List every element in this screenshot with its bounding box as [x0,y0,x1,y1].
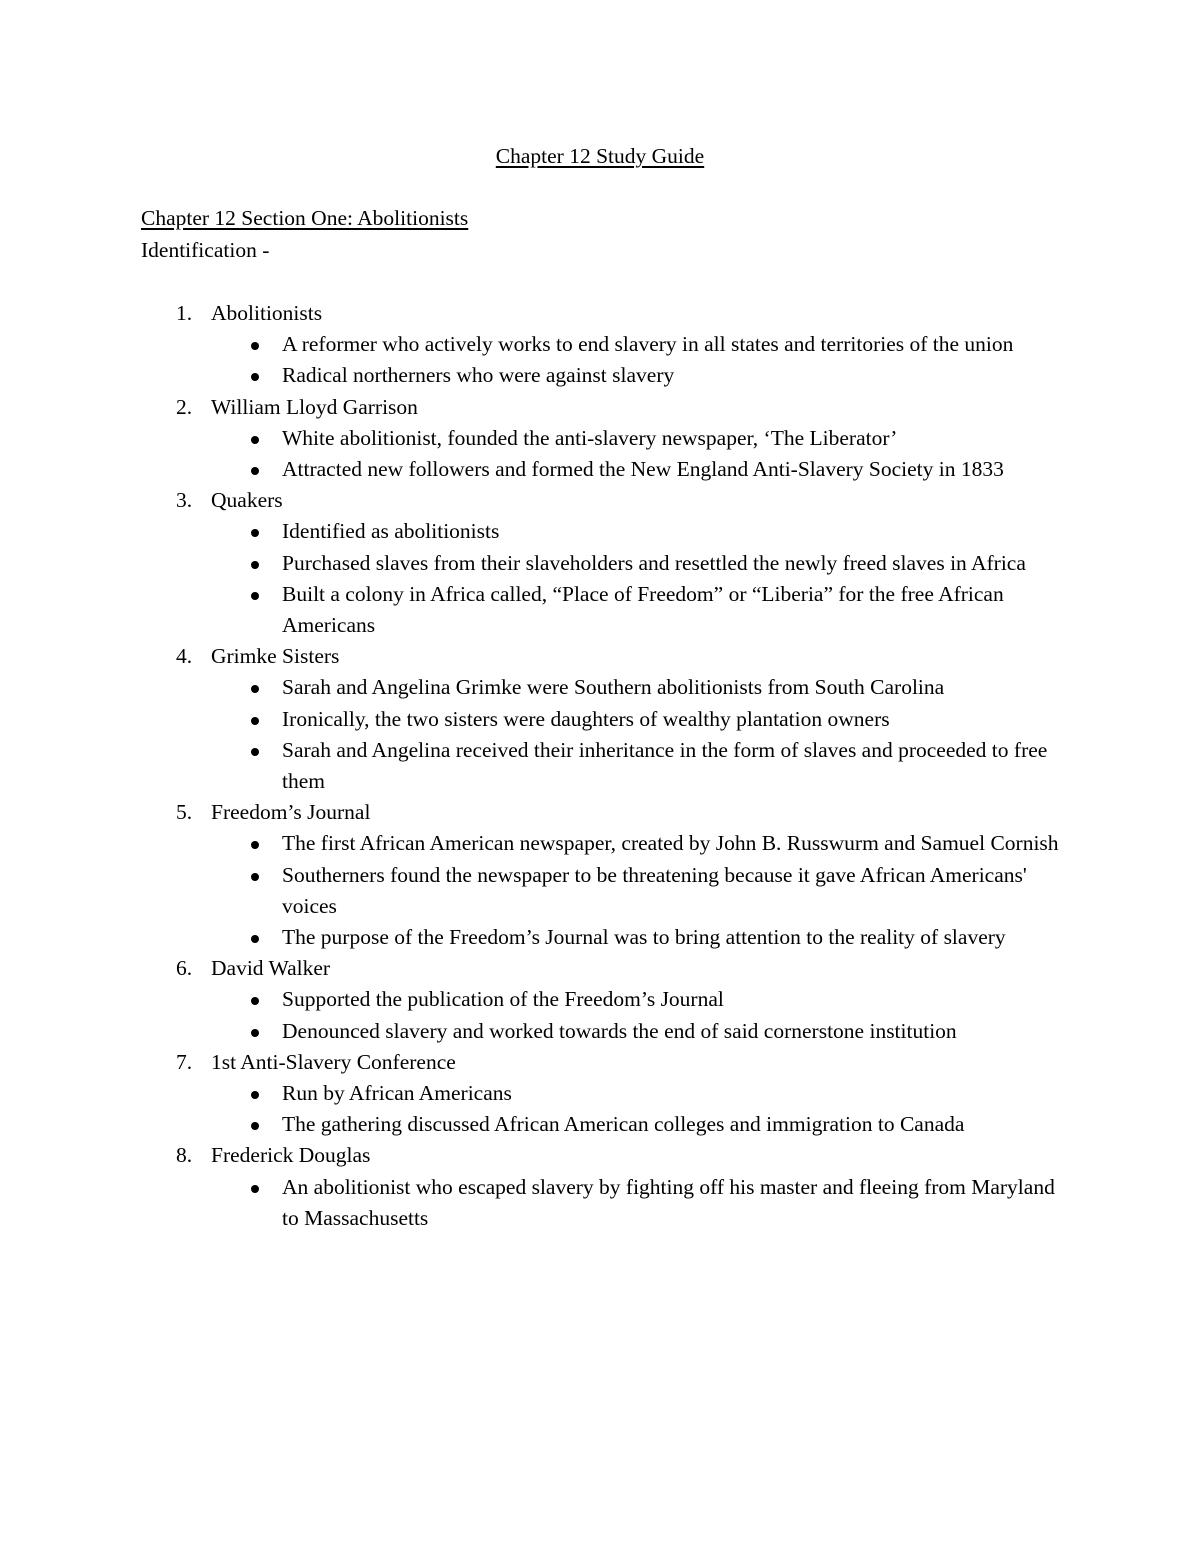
term-item [0,797,1200,953]
term-item [0,953,1200,1047]
term-bullets [211,672,1200,797]
bullet-item [0,984,1072,1015]
bullet-text: The first African American newspaper, created by John B. Russwurm and Samuel Cornish [282,831,1059,856]
bullet-text: The gathering discussed African American colleges and immigration to Canada [282,1112,965,1137]
term-item [0,485,1200,641]
bullet-item [0,1016,1072,1047]
bullet-item [0,704,1072,735]
bullet-item [0,454,1072,485]
term-bullets [211,423,1200,485]
term-name: William Lloyd Garrison [211,394,418,419]
term-name: Abolitionists [211,301,323,325]
bullet-text: Supported the publication of the Freedom’s Journal [282,987,724,1012]
term-number: 4. [176,644,193,669]
bullet-dot-icon [251,1029,259,1037]
bullet-dot-icon [251,997,259,1005]
term-number: 5. [176,800,193,825]
term-number: 1. [176,301,193,325]
bullet-item [0,1109,1072,1140]
term-item [0,1047,1200,1141]
bullet-text: White abolitionist, founded the anti-slavery newspaper, ‘The Liberator’ [282,425,898,450]
term-name: David Walker [211,956,331,981]
bullet-item [0,922,1072,953]
bullet-dot-icon [251,373,259,381]
section-heading: Chapter 12 Section One: Abolitionists [141,206,469,230]
bullet-item [0,579,1072,641]
bullet-dot-icon [251,935,259,943]
bullet-text: Run by African Americans [282,1081,512,1106]
bullet-dot-icon [251,436,259,444]
term-bullets [211,1078,1200,1140]
bullet-dot-icon [251,592,259,600]
bullet-text: Ironically, the two sisters were daughters of wealthy plantation owners [282,706,890,731]
bullet-dot-icon [251,467,259,475]
bullet-item [0,735,1072,797]
bullet-dot-icon [251,685,259,693]
document-title-text: Chapter 12 Study Guide [495,144,705,168]
bullet-item [0,828,1072,859]
term-number: 3. [176,488,193,513]
bullet-text: Built a colony in Africa called, “Place of Freedom” or “Liberia” for the free African Americans [282,581,1004,638]
term-bullets [211,984,1200,1046]
term-bullets [211,1172,1200,1234]
term-name: Freedom’s Journal [211,800,371,825]
bullet-text: Sarah and Angelina Grimke were Southern abolitionists from South Carolina [282,675,945,700]
bullet-item [0,1078,1072,1109]
term-bullets [211,329,1200,391]
bullet-text: The purpose of the Freedom’s Journal was to bring attention to the reality of slavery [282,925,1006,950]
bullet-text: Radical northerners who were against slavery [282,363,675,388]
term-item [0,1140,1200,1234]
term-number: 8. [176,1143,193,1168]
bullet-dot-icon [251,1091,259,1099]
bullet-item [0,516,1072,547]
term-item [0,641,1200,797]
bullet-item [0,360,1072,391]
bullet-item [0,1172,1072,1234]
term-number: 7. [176,1049,193,1074]
bullet-text: Denounced slavery and worked towards the end of said cornerstone institution [282,1018,957,1043]
bullet-text: Identified as abolitionists [282,519,500,544]
bullet-text: Sarah and Angelina received their inheritance in the form of slaves and proceeded to free them [282,737,1048,794]
term-name: Frederick Douglas [211,1143,371,1168]
bullet-dot-icon [251,748,259,756]
bullet-item [0,548,1072,579]
bullet-dot-icon [251,1122,259,1130]
bullet-dot-icon [251,529,259,537]
bullet-dot-icon [251,561,259,569]
bullet-text: Attracted new followers and formed the New England Anti-Slavery Society in 1833 [282,457,1004,482]
document-title [0,142,1200,170]
term-name: Quakers [211,488,283,513]
bullet-dot-icon [251,1185,259,1193]
bullet-text: A reformer who actively works to end slavery in all states and territories of the union [282,332,1014,357]
bullet-item [0,423,1072,454]
bullet-item [0,672,1072,703]
bullet-dot-icon [251,873,259,881]
identification-subheading: Identification - [141,238,270,262]
term-name: 1st Anti-Slavery Conference [211,1049,456,1074]
term-bullets [211,516,1200,641]
bullet-text: Southerners found the newspaper to be threatening because it gave African Americans' voices [282,862,1027,918]
bullet-text: An abolitionist who escaped slavery by fighting off his master and fleeing from Maryland to Massachusetts [282,1174,1055,1230]
bullet-item [0,329,1072,360]
term-name: Grimke Sisters [211,644,340,669]
bullet-dot-icon [251,841,259,849]
term-number: 2. [176,394,193,419]
bullet-text: Purchased slaves from their slaveholders and resettled the newly freed slaves in Africa [282,550,1026,575]
term-item [0,392,1200,486]
term-number: 6. [176,956,193,981]
bullet-dot-icon [251,342,259,350]
bullet-item [0,860,1072,922]
terms-list [0,298,1200,1234]
term-bullets [211,828,1200,953]
bullet-dot-icon [251,717,259,725]
term-item [0,298,1200,392]
